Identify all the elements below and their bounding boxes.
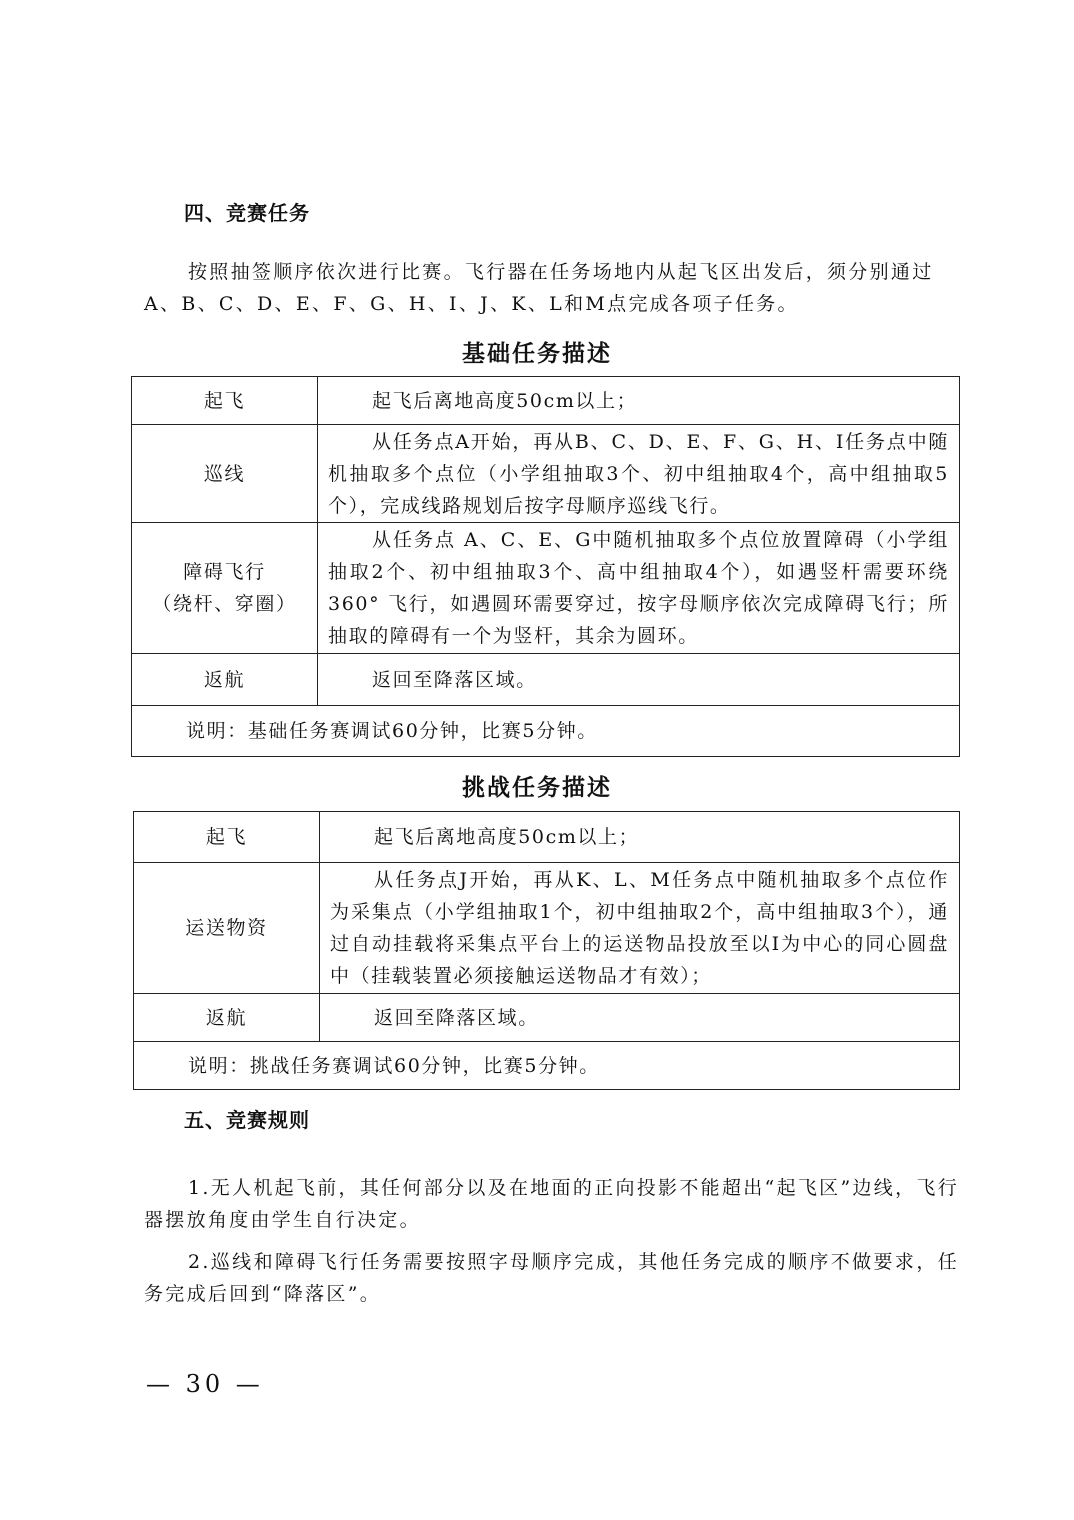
table-row: [132, 654, 960, 706]
row-label: 返航: [132, 654, 318, 706]
rule-2-paragraph: 2.巡线和障碍飞行任务需要按照字母顺序完成，其他任务完成的顺序不做要求，任务完成后回到“降落区”。: [144, 1251, 959, 1305]
row-description: 起飞后离地高度50cm以上；: [318, 377, 960, 425]
row-label-line-2: （绕杆、穿圈）: [152, 593, 297, 615]
page-number: — 30 —: [146, 1370, 264, 1398]
row-label: 运送物资: [134, 863, 320, 994]
intro-line-1: 按照抽签顺序依次进行比赛。飞行器在任务场地内从起飞区出发后，须分别通过: [188, 261, 934, 283]
row-description: 从任务点 A、C、E、G中随机抽取多个点位放置障碍（小学组抽取2个、初中组抽取3个、高中组抽取4个），如遇竖杆需要环绕360° 飞行，如遇圆环需要穿过，按字母顺序依次完成障碍飞行；所抽取的障碍有一个为竖杆，其余为圆环。: [318, 523, 960, 654]
table-note: 说明：挑战任务赛调试60分钟，比赛5分钟。: [134, 1042, 960, 1090]
row-description: 从任务点A开始，再从B、C、D、E、F、G、H、I任务点中随机抽取多个点位（小学组抽取3个、初中组抽取4个，高中组抽取5个），完成线路规划后按字母顺序巡线飞行。: [318, 425, 960, 523]
basic-task-table: [131, 376, 960, 757]
row-label: 起飞: [134, 812, 320, 863]
section-heading-4: 四、竞赛任务: [184, 201, 310, 225]
row-label: [132, 523, 318, 654]
row-description: 返回至降落区域。: [320, 994, 960, 1042]
table-note: 说明：基础任务赛调试60分钟，比赛5分钟。: [132, 706, 960, 757]
table-row: [134, 863, 960, 994]
row-label: 返航: [134, 994, 320, 1042]
challenge-table-title: 挑战任务描述: [462, 774, 612, 801]
table-row: [134, 1042, 960, 1090]
row-label: 巡线: [132, 425, 318, 523]
basic-table-title: 基础任务描述: [462, 340, 612, 367]
row-description: 返回至降落区域。: [318, 654, 960, 706]
table-row: [132, 706, 960, 757]
row-description: 从任务点J开始，再从K、L、M任务点中随机抽取多个点位作为采集点（小学组抽取1个，初中组抽取2个，高中组抽取3个），通过自动挂载将采集点平台上的运送物品投放至以I为中心的同心圆盘中（挂载装置必须接触运送物品才有效）；: [320, 863, 960, 994]
row-label-line-1: 障碍飞行: [183, 561, 266, 583]
rule-1-paragraph: 1.无人机起飞前，其任何部分以及在地面的正向投影不能超出“起飞区”边线，飞行器摆放角度由学生自行决定。: [144, 1177, 959, 1231]
section-heading-5: 五、竞赛规则: [184, 1108, 310, 1132]
table-row: [134, 994, 960, 1042]
table-row: [134, 812, 960, 863]
row-description: 起飞后离地高度50cm以上；: [320, 812, 960, 863]
intro-line-2: A、B、C、D、E、F、G、H、I、J、K、L和M点完成各项子任务。: [144, 293, 799, 315]
table-row: [132, 377, 960, 425]
table-row: [132, 523, 960, 654]
intro-paragraph: [144, 256, 959, 320]
table-row: [132, 425, 960, 523]
row-label: 起飞: [132, 377, 318, 425]
challenge-task-table: [133, 811, 960, 1090]
